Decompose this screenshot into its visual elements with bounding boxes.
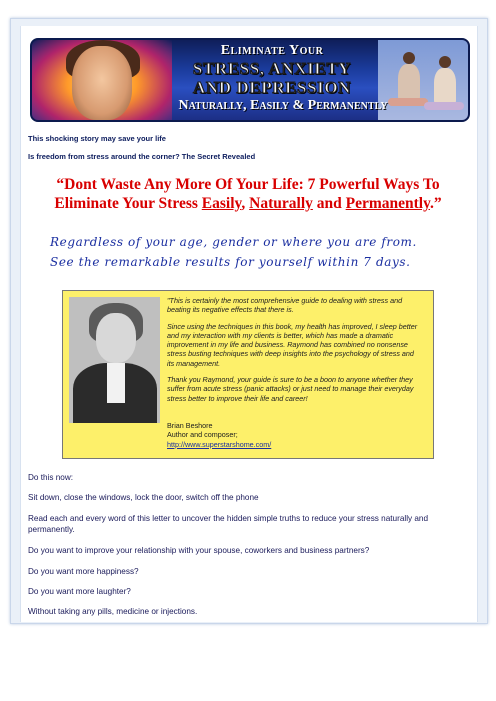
banner-yogi-legs <box>424 102 464 110</box>
banner-yogi-figure <box>434 68 456 104</box>
banner-title-line1: Eliminate Your <box>220 43 324 58</box>
headline-text: “Dont Waste Any More Of Your Life: 7 Powerful Ways To Eliminate Your Stress <box>54 176 440 212</box>
headline-easily: Easily <box>201 195 242 212</box>
headline-naturally: Naturally <box>249 195 313 212</box>
body-paragraph: Sit down, close the windows, lock the door, switch off the phone <box>28 493 259 502</box>
headline-separator: , <box>241 195 250 212</box>
banner-title-line4: Naturally, Easily & Permanently <box>178 98 388 113</box>
testimonial-box <box>62 290 434 459</box>
portrait-face <box>96 313 136 363</box>
portrait-shirt <box>107 363 125 403</box>
body-paragraph: Without taking any pills, medicine or injections. <box>28 607 198 616</box>
body-paragraph: Do you want to improve your relationship with your spouse, coworkers and business partners? <box>28 546 370 555</box>
headline-end: .” <box>430 195 442 212</box>
header-banner <box>30 38 470 122</box>
handwritten-line: See the remarkable results for yourself within 7 days. <box>50 255 411 269</box>
testimonial-paragraph: Since using the techniques in this book, my health has improved, I sleep better and my interaction with my clients is better, which has made a dramatic improvement in my life and business. Raymond has combined no nonsense stress busting techniques with deep insights into the psychology of stress and its management. <box>167 321 418 368</box>
headline-separator: and <box>312 195 346 212</box>
banner-stressed-woman-image <box>72 46 132 120</box>
handwritten-note <box>50 232 470 272</box>
body-paragraph: Do you want more laughter? <box>28 587 131 596</box>
author-portrait-image <box>69 297 160 423</box>
body-paragraph: Do this now: <box>28 473 74 482</box>
headline-permanently: Permanently <box>345 195 430 212</box>
testimonial-paragraph: Thank you Raymond, your guide is sure to be a boon to anyone whether they suffer from acute stress (panic attacks) or just need to manage their everyday stress better to improve their life and career! <box>167 375 414 403</box>
body-paragraph: Read each and every word of this letter to uncover the hidden simple truths to reduce your stress naturally and permanently. <box>28 514 429 534</box>
banner-yogi-head <box>439 56 451 68</box>
main-headline <box>28 175 468 213</box>
testimonial-quote <box>167 296 422 410</box>
banner-title-line3: AND DEPRESSION <box>192 78 352 97</box>
banner-yogi-figure <box>398 64 420 100</box>
subheading-shocking-story: This shocking story may save your life <box>28 134 166 143</box>
body-paragraph: Do you want more happiness? <box>28 567 139 576</box>
banner-yogi-head <box>403 52 415 64</box>
author-title: Author and composer; <box>167 430 238 440</box>
banner-title-line2: STRESS, ANXIETY <box>192 59 352 78</box>
subheading-secret-revealed: Is freedom from stress around the corner? The Secret Revealed <box>28 152 256 161</box>
testimonial-paragraph: "This is certainly the most comprehensive guide to dealing with stress and beating its negative effects that there is. <box>167 296 403 315</box>
author-website-link[interactable]: http://www.superstarshome.com/ <box>167 439 272 449</box>
handwritten-line: Regardless of your age, gender or where you are from. <box>50 235 417 249</box>
author-name: Brian Beshore <box>167 421 213 430</box>
testimonial-author <box>167 421 422 449</box>
